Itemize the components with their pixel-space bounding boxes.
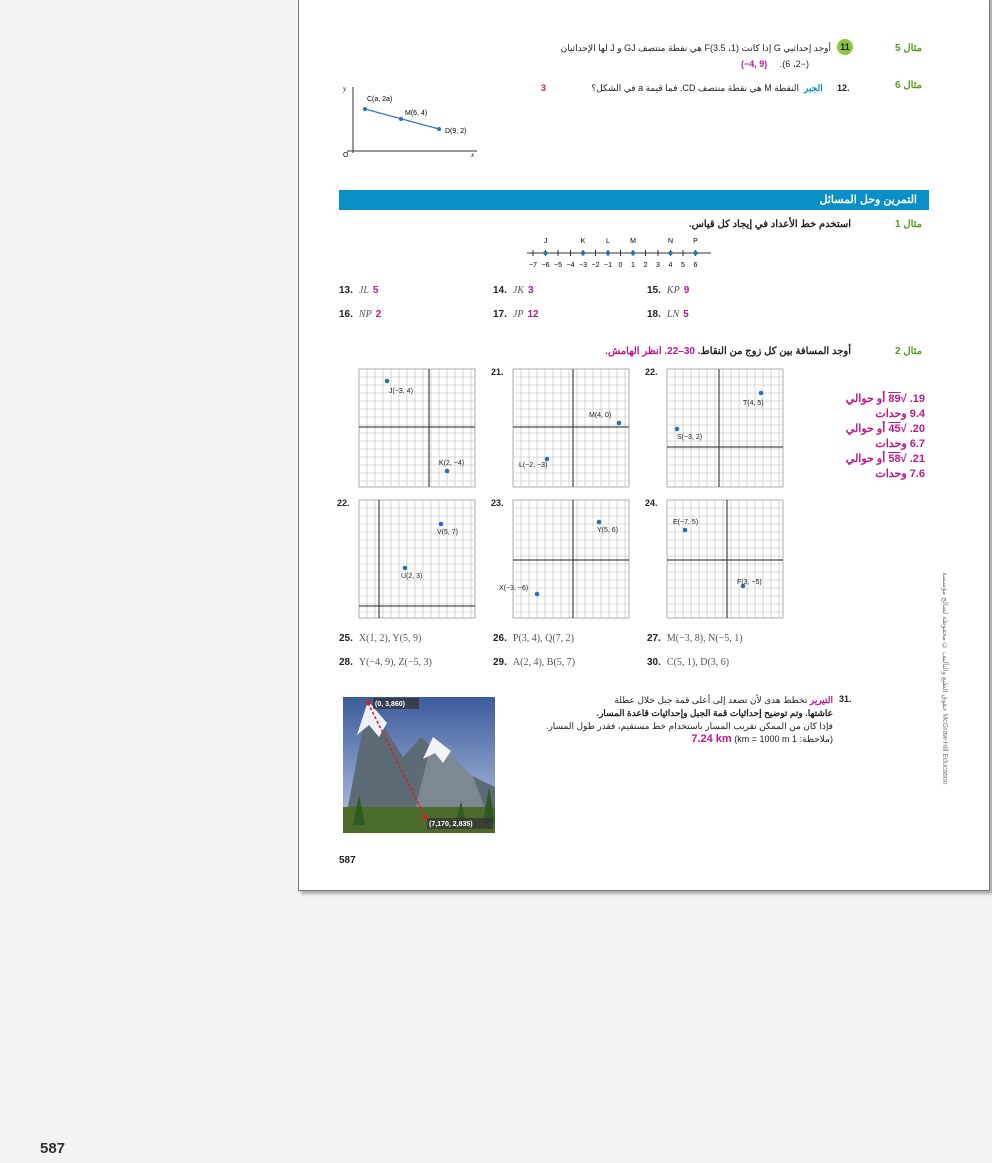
graph-grid: [667, 500, 785, 620]
page-number: 587: [339, 855, 356, 866]
measure-18: 18. LN 5: [647, 309, 689, 320]
measure-14: 14. JK 3: [493, 285, 534, 296]
graph-grid: [499, 500, 631, 620]
graph-grid: [513, 369, 631, 489]
number-line-tick-label: 2: [643, 262, 648, 269]
question-31-text: التيرير تخطط هدى لأن تصعد إلى أعلى قمة جبل خلال عطلة عاشتها. وتم توضيح إحداثيات قمة الجبل وإحداثيات قاعدة المسار. فإذا كان من الممكن تقريب المسار باستخدام خط مستقيم، فقدر طول المسار. (ملاحظة: 1 km = 1000 m) 7.24 km: [545, 695, 833, 745]
number-line: [525, 233, 715, 271]
graph-grid: [359, 369, 477, 489]
number-line-tick-label: −6: [541, 262, 550, 269]
number-line-tick-label: −5: [554, 262, 562, 269]
graph-point-label: L(−2, −3): [519, 462, 548, 469]
midpoint-figure: [341, 81, 481, 159]
number-line-tick-label: −7: [529, 262, 537, 269]
number-line-tick-label: 1: [631, 262, 635, 269]
graph-point-label: U(2, 3): [401, 573, 423, 580]
point-d-label: D(9, 2): [445, 128, 467, 135]
pair-29: 29. A(2, 4), B(5, 7): [493, 657, 576, 668]
number-line-point-label: K: [580, 238, 586, 245]
graph-point-label: J(−3, 4): [389, 388, 413, 395]
point-m-label: M(6, 4): [405, 110, 428, 117]
measure-15: 15. KP 9: [647, 285, 690, 296]
margin-answers: [805, 392, 925, 482]
example-6-label: مثال 6: [895, 80, 923, 91]
graph-point-label: V(5, 7): [437, 529, 459, 536]
number-line-tick-label: 6: [693, 262, 698, 269]
number-line-tick-label: −2: [591, 262, 600, 269]
number-line-tick-label: 5: [681, 262, 685, 269]
graph-point: [385, 379, 390, 384]
number-line-point-label: M: [630, 238, 636, 245]
graph-number: 24.: [645, 498, 658, 508]
number-line-point: [693, 251, 697, 255]
copyright-credit: حقوق الطبع والتأليف © محفوظة لصالح مؤسسة McGraw-Hill Education: [941, 572, 948, 785]
question-31-number: 31.: [839, 694, 852, 704]
pair-30: 30. C(5, 1), D(3, 6): [647, 657, 730, 668]
pair-28: 28. Y(−4, 9), Z(−5, 3): [339, 657, 432, 668]
textbook-page: [298, 0, 990, 891]
question-11-text: أوجد إحداثيي G إذا كانت (1، 3.5)F هي نقطة منتصف GJ و J لها الإحداثيان: [560, 43, 831, 53]
number-line-tick-label: −4: [566, 262, 575, 269]
number-line-tick-label: 3: [656, 262, 660, 269]
graph-number: 23.: [491, 498, 504, 508]
viewer-page-number: 587: [40, 1140, 66, 1157]
number-line-point-label: P: [693, 238, 698, 245]
graph-point: [535, 592, 540, 597]
graph-point: [683, 528, 688, 533]
number-line-tick-label: 0: [618, 262, 623, 269]
number-line-point: [631, 251, 635, 255]
graph-point: [403, 566, 408, 571]
graph-point-label: T(4, 5): [743, 400, 764, 407]
number-line-point: [581, 251, 585, 255]
margin-answer-20: 20. √45 أو حوالي 6.7 وحدات: [845, 423, 925, 450]
number-line-point-label: J: [543, 238, 548, 245]
measure-16: 16. NP 2: [339, 309, 382, 320]
graph-point-label: F(3, −5): [737, 579, 762, 586]
graph-grid: [359, 500, 477, 620]
graph-point: [675, 427, 680, 432]
question-11-number: 11: [837, 39, 853, 55]
question-11-answer: (−4, 9): [741, 59, 768, 69]
section-banner: [339, 190, 929, 210]
number-line-point-label: N: [667, 238, 674, 245]
y-axis-label: y: [343, 85, 347, 93]
example-1-instruction: استخدم خط الأعداد في إيجاد كل قياس.: [688, 219, 851, 230]
measure-17: 17. JP 12: [493, 309, 539, 320]
graph-number: 22.: [337, 498, 350, 508]
graph-number: 22.: [645, 367, 658, 377]
number-line-point-label: L: [606, 238, 610, 245]
number-line-tick-label: −1: [604, 262, 612, 269]
question-12-number: 12.: [837, 83, 850, 93]
question-11-coords: (−2، 6).: [779, 59, 809, 69]
example-5-label: مثال 5: [895, 43, 923, 54]
example-1-label: مثال 1: [895, 219, 923, 230]
graph-point-label: E(−7, 5): [673, 519, 699, 526]
number-line-point: [668, 251, 672, 255]
margin-answer-19: 19. √89 أو حوالي 9.4 وحدات: [845, 393, 925, 420]
example-2-instruction: أوجد المسافة بين كل زوج من النقاط. 30–22. انظر الهامش.: [605, 346, 851, 357]
measure-13: 13. JL 5: [339, 285, 379, 296]
graph-point: [617, 421, 622, 426]
x-axis-label: x: [471, 151, 475, 159]
point-c-label: C(a, 2a): [367, 96, 393, 103]
graph-point-label: K(2, −4): [439, 460, 465, 467]
pair-26: 26. P(3, 4), Q(7, 2): [493, 633, 575, 644]
graph-point: [445, 469, 450, 474]
example-2-label: مثال 2: [895, 346, 923, 357]
pair-27: 27. M(−3, 8), N(−5, 1): [647, 633, 743, 644]
origin-label: O: [343, 152, 349, 159]
question-12-keyword: الجبر: [804, 83, 823, 93]
graph-point: [439, 522, 444, 527]
summit-label: (0, 3,860): [375, 701, 405, 708]
margin-answer-21: 21. √58 أو حوالي 7.6 وحدات: [845, 453, 925, 480]
number-line-tick-label: −3: [579, 262, 587, 269]
base-label: (7,170, 2,835): [429, 821, 473, 828]
graph-point-label: X(−3, −6): [499, 585, 529, 592]
graph-point-label: M(4, 0): [589, 412, 612, 419]
graph-point: [597, 520, 602, 525]
section-title: التمرين وحل المسائل: [819, 194, 917, 206]
graph-point: [759, 391, 764, 396]
number-line-point: [606, 251, 610, 255]
pair-25: 25. X(1, 2), Y(5, 9): [339, 633, 422, 644]
graph-grid: [667, 369, 785, 489]
mountain-photo: [343, 697, 495, 833]
graph-number: 21.: [491, 367, 504, 377]
number-line-tick-label: 4: [668, 262, 673, 269]
graph-point-label: Y(5, 6): [597, 527, 619, 534]
number-line-point: [543, 251, 547, 255]
graph-point: [545, 457, 550, 462]
graph-point-label: S(−3, 2): [677, 434, 703, 441]
question-12-text: النقطة M هي نقطة منتصف CD. فما قيمة a في الشكل؟: [591, 83, 799, 93]
question-12-answer: 3: [541, 83, 547, 93]
